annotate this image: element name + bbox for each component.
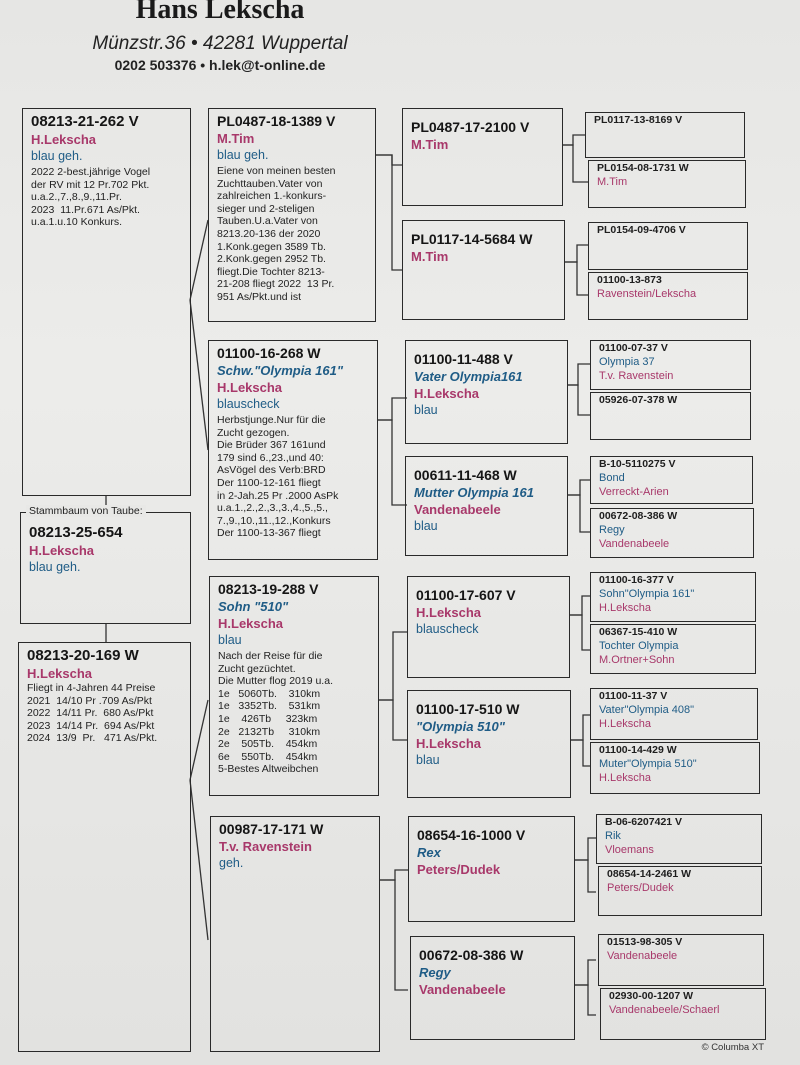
gen3-box-4 bbox=[405, 456, 568, 556]
gen4-box-12 bbox=[590, 742, 760, 794]
gen4-ring: 01100-07-37 V bbox=[599, 342, 668, 354]
gen4-owner: Vandenabeele bbox=[599, 538, 670, 550]
gen3-ring: 01100-11-488 V bbox=[414, 351, 513, 367]
mother-ring: 08213-20-169 W bbox=[27, 647, 139, 664]
gen4-name: Vater"Olympia 408" bbox=[599, 704, 695, 716]
gen3-ring: 01100-17-607 V bbox=[416, 587, 516, 603]
gen4-name: Tochter Olympia bbox=[599, 640, 679, 652]
gen3-name: Regy bbox=[419, 965, 451, 980]
gen4-owner: Vandenabeele bbox=[607, 950, 678, 962]
gen4-name: Sohn"Olympia 161" bbox=[599, 588, 695, 600]
gen4-name: Rik bbox=[605, 830, 621, 842]
mm-ring: 00987-17-171 W bbox=[219, 821, 324, 837]
gen4-owner: H.Lekscha bbox=[599, 602, 651, 614]
gen4-ring: 01100-14-429 W bbox=[599, 744, 677, 756]
gen4-ring: PL0154-09-4706 V bbox=[597, 224, 686, 236]
gen4-owner: H.Lekscha bbox=[599, 718, 651, 730]
gen4-box-7 bbox=[590, 456, 753, 504]
gen4-name: Olympia 37 bbox=[599, 356, 655, 368]
gen3-ring: PL0487-17-2100 V bbox=[411, 119, 530, 135]
gen4-box-13 bbox=[596, 814, 762, 864]
mother-notes: Fliegt in 4-Jahren 44 Preise 2021 14/10 Pr .709 As/Pkt 2022 14/11 Pr. 680 As/Pkt 2023 14/14 Pr. 694 As/Pkt 2024 13/9 Pr. 471 As/Pkt. bbox=[27, 682, 158, 745]
gen4-owner: Verreckt-Arien bbox=[599, 486, 669, 498]
fm-owner: H.Lekscha bbox=[217, 380, 283, 395]
gen4-ring: B-10-5110275 V bbox=[599, 458, 676, 470]
gen4-box-4 bbox=[588, 272, 748, 320]
gen4-box-3 bbox=[588, 222, 748, 270]
ff-color: blau geh. bbox=[217, 148, 269, 162]
gen4-ring: 02930-00-1207 W bbox=[609, 990, 694, 1002]
gen3-box-2 bbox=[402, 220, 565, 320]
gen3-owner: H.Lekscha bbox=[416, 736, 482, 751]
father-color: blau geh. bbox=[31, 149, 83, 163]
gen3-name: Vater Olympia161 bbox=[414, 369, 523, 384]
gen3-ring: 00672-08-386 W bbox=[419, 947, 524, 963]
gen4-ring: 06367-15-410 W bbox=[599, 626, 678, 638]
gen4-box-16 bbox=[600, 988, 766, 1040]
gen4-owner: Vloemans bbox=[605, 844, 654, 856]
father-owner: H.Lekscha bbox=[31, 132, 97, 147]
gen4-box-10 bbox=[590, 624, 756, 674]
gen4-box-14 bbox=[598, 866, 762, 916]
mm-owner: T.v. Ravenstein bbox=[219, 839, 312, 854]
gen4-box-5 bbox=[590, 340, 751, 390]
gen3-owner: H.Lekscha bbox=[414, 386, 480, 401]
gen4-box-2 bbox=[588, 160, 746, 208]
gen3-owner: M.Tim bbox=[411, 249, 449, 264]
gen4-ring: B-06-6207421 V bbox=[605, 816, 683, 828]
gen4-owner: M.Ortner+Sohn bbox=[599, 654, 675, 666]
mf-notes: Nach der Reise für die Zucht gezüchtet. Die Mutter flog 2019 u.a. bbox=[218, 650, 333, 688]
mf-results: 1e 5060Tb. 310km 1e 3352Tb. 531km 1e 426Tb 323km 2e 2132Tb 310km 2e 505Tb. 454km 6e 550Tb. 454km bbox=[218, 687, 321, 763]
gen4-ring: 01513-98-305 V bbox=[607, 936, 683, 948]
gen4-ring: 01100-13-873 bbox=[597, 274, 662, 286]
father-ring: 08213-21-262 V bbox=[31, 113, 139, 130]
gen4-box-1 bbox=[585, 112, 745, 158]
gen3-ring: 01100-17-510 W bbox=[416, 701, 520, 717]
gen3-color: blau bbox=[414, 403, 438, 417]
gen3-owner: Vandenabeele bbox=[414, 502, 501, 517]
mf-color: blau bbox=[218, 633, 242, 647]
fm-color: blauscheck bbox=[217, 397, 280, 411]
mother-box bbox=[18, 642, 191, 1052]
gen3-box-7 bbox=[408, 816, 575, 922]
subject-color: blau geh. bbox=[29, 560, 81, 574]
fm-notes: Herbstjunge.Nur für die Zucht gezogen. Die Brüder 367 161und 179 sind 6.,23.,und 40: AsVögel des Verb:BRD Der 1100-12-161 fliegt in 2-Jah.25 Pr .2000 AsPk u.a.1.,2.,2.,3.,3.,4.,5.,5., 7.,9.,10.,11.,12.,Konkurs Der 1100-13-367 fliegt bbox=[217, 414, 339, 540]
mf-name: Sohn "510" bbox=[218, 599, 289, 614]
gen4-ring: 08654-14-2461 W bbox=[607, 868, 692, 880]
breeder-address: Münzstr.36 • 42281 Wuppertal bbox=[92, 33, 348, 54]
gen4-ring: PL0117-13-8169 V bbox=[594, 114, 683, 126]
mf-owner: H.Lekscha bbox=[218, 616, 284, 631]
fm-name: Schw."Olympia 161" bbox=[217, 363, 344, 378]
mf-notes-end: 5-Bestes Altweibchen bbox=[218, 763, 319, 776]
subject-label: Stammbaum von Taube: bbox=[26, 505, 146, 517]
gen4-ring: PL0154-08-1731 W bbox=[597, 162, 689, 174]
father-father-box bbox=[208, 108, 376, 322]
father-box bbox=[22, 108, 191, 496]
gen3-box-6 bbox=[407, 690, 571, 798]
breeder-name: Hans Lekscha bbox=[135, 0, 305, 25]
mother-father-box bbox=[209, 576, 379, 796]
gen3-color: blauscheck bbox=[416, 622, 479, 636]
gen4-name: Muter"Olympia 510" bbox=[599, 758, 697, 770]
footer-credit: © Columba XT bbox=[701, 1042, 764, 1053]
gen3-owner: Vandenabeele bbox=[419, 982, 506, 997]
gen4-box-6 bbox=[590, 392, 751, 440]
gen4-name: Bond bbox=[599, 472, 625, 484]
breeder-contact: 0202 503376 • h.lek@t-online.de bbox=[114, 57, 326, 73]
gen3-box-8 bbox=[410, 936, 575, 1040]
gen4-ring: 05926-07-378 W bbox=[599, 394, 678, 406]
gen4-owner: Ravenstein/Lekscha bbox=[597, 288, 697, 300]
fm-ring: 01100-16-268 W bbox=[217, 345, 321, 361]
gen4-owner: H.Lekscha bbox=[599, 772, 651, 784]
gen3-ring: 00611-11-468 W bbox=[414, 467, 517, 483]
gen3-owner: H.Lekscha bbox=[416, 605, 482, 620]
gen4-owner: Vandenabeele/Schaerl bbox=[609, 1004, 720, 1016]
gen3-color: blau bbox=[414, 519, 438, 533]
gen4-ring: 00672-08-386 W bbox=[599, 510, 678, 522]
gen3-box-3 bbox=[405, 340, 568, 444]
ff-owner: M.Tim bbox=[217, 131, 255, 146]
father-notes: 2022 2-best.jährige Vogel der RV mit 12 Pr.702 Pkt. u.a.2.,7.,8.,9.,11.Pr. 2023 11.Pr.671 As/Pkt. u.a.1.u.10 Konkurs. bbox=[31, 166, 151, 229]
gen3-name: "Olympia 510" bbox=[416, 719, 505, 734]
gen3-name: Mutter Olympia 161 bbox=[414, 485, 534, 500]
mother-mother-box bbox=[210, 816, 380, 1052]
gen4-box-8 bbox=[590, 508, 754, 558]
mm-color: geh. bbox=[219, 856, 244, 870]
gen4-owner: M.Tim bbox=[597, 176, 628, 188]
ff-notes: Eiene von meinen besten Zuchttauben.Vater von zahlreichen 1.-konkurs- sieger und 2-steligen Tauben.U.a.Vater von 8213.20-136 der 2020 1.Konk.gegen 3589 Tb. 2.Konk.gegen 2952 Tb. fliegt.Die Tochter 8213- 21-208 fliegt 2022 13 Pr. 951 As/Pkt.und ist bbox=[217, 165, 336, 303]
mf-ring: 08213-19-288 V bbox=[218, 581, 319, 597]
gen3-name: Rex bbox=[417, 845, 441, 860]
gen4-name: Regy bbox=[599, 524, 625, 536]
gen3-owner: M.Tim bbox=[411, 137, 449, 152]
gen3-ring: 08654-16-1000 V bbox=[417, 827, 526, 843]
gen3-box-5 bbox=[407, 576, 570, 678]
ff-ring: PL0487-18-1389 V bbox=[217, 113, 336, 129]
gen4-owner: T.v. Ravenstein bbox=[599, 370, 674, 382]
gen4-ring: 01100-11-37 V bbox=[599, 690, 668, 702]
father-mother-box bbox=[208, 340, 378, 560]
gen4-owner: Peters/Dudek bbox=[607, 882, 674, 894]
gen3-color: blau bbox=[416, 753, 440, 767]
subject-box bbox=[20, 512, 191, 624]
subject-ring: 08213-25-654 bbox=[29, 524, 123, 541]
gen4-box-15 bbox=[598, 934, 764, 986]
mother-owner: H.Lekscha bbox=[27, 666, 93, 681]
subject-owner: H.Lekscha bbox=[29, 543, 95, 558]
gen4-box-11 bbox=[590, 688, 758, 740]
gen4-ring: 01100-16-377 V bbox=[599, 574, 674, 586]
gen3-owner: Peters/Dudek bbox=[417, 862, 501, 877]
gen3-ring: PL0117-14-5684 W bbox=[411, 231, 533, 247]
gen4-box-9 bbox=[590, 572, 756, 622]
gen3-box-1 bbox=[402, 108, 563, 206]
